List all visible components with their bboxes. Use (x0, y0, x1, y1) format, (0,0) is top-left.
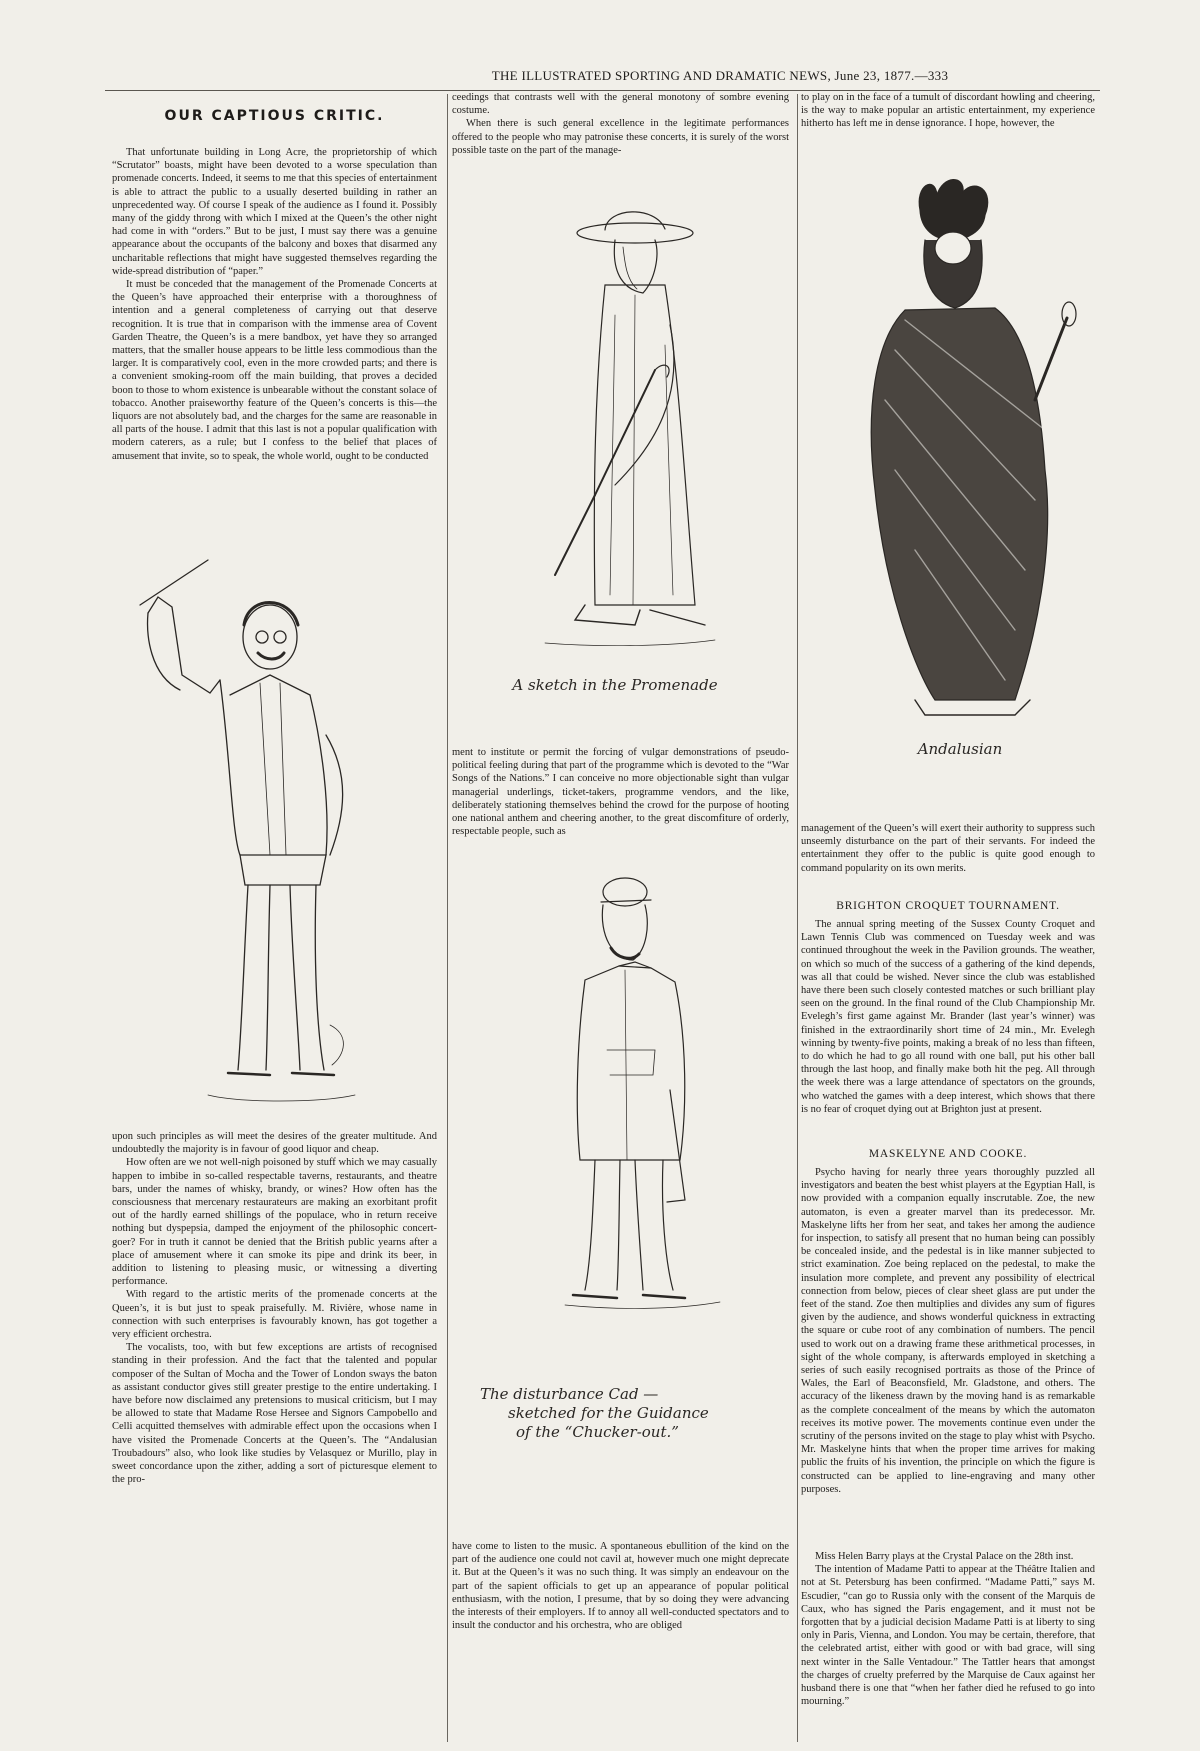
paragraph: upon such principles as will meet the desires of the greater multitude. And undoubtedly the majority is in favour of good liquor and cheap. (112, 1131, 437, 1156)
conductor-illustration (120, 555, 440, 1125)
critic-col2-mid (452, 746, 789, 838)
paragraph: have come to listen to the music. A spontaneous ebullition of the kind on the part of the audience one could not cavil at, however much one might deprecate it. But at the Queen’s it was no such thing. It was simply an endeavour on the part of the sapient officials to get up an appearance of popular political enthusiasm, with the notion, I presume, that by so doing they were advancing the interests of their employers. If to annoy all well-conducted spectators and to insult the conductor and his orchestra, who are obliged (452, 1541, 789, 1632)
paragraph: Psycho having for nearly three years thoroughly puzzled all investigators and beaten the best whist players at the Egyptian Hall, is now provided with a companion equally inscrutable. Zoe, the new automaton, is even a greater marvel than its predecessor. Mr. Maskelyne lifts her from her seat, and takes her among the audience for inspection, to satisfy all present that no human being can possibly be concealed inside, and the pedestal is in like manner subjected to strict examination. Zoe being replaced on the pedestal, to make the insulation more complete, and prevent any possibility of electrical connection from below, pieces of clear sheet glass are put under the feet of the stand. Zoe then multiplies and divides any sum of figures given by the audience, and shows wonderful quickness in extracting the square or cube root of any combination of numbers. The pencil used to work out on a drawing frame these arithmetical processes, in sight of the whole company, is afterwards employed in sketching a series of such easily recognised portraits as those of the Prince of Wales, the Earl of Beaconsfield, Mr. Gladstone, and others. The accuracy of the likeness drawn by the moving hand is as remarkable as the complete concealment of the means by which the automaton receives its motive power. The movements continue even under the scrutiny of the persons invited on the stage to play whist with Psycho. Mr. Maskelyne hints that when the proper time arrives for making public the fruits of his invention, the principle on which the figure is constructed can be applied to line-engraving and many other purposes. (801, 1167, 1095, 1495)
paragraph: ceedings that contrasts well with the general monotony of sombre evening costume. (452, 92, 789, 117)
article-title-critic: OUR CAPTIOUS CRITIC. (164, 108, 385, 124)
masthead: THE ILLUSTRATED SPORTING AND DRAMATIC NEWS, June 23, 1877.—333 (491, 68, 949, 83)
critic-col3-mid (801, 822, 1095, 888)
critic-col1-top (112, 146, 437, 550)
andalusian-illustration (855, 170, 1085, 730)
paragraph: How often are we not well-nigh poisoned by stuff which we may casually happen to imbibe in so-called respectable taverns, restaurants, and theatre bars, under the names of whisky, brandy, or wines? How often has the consciousness that mercenary restaurateurs are making an exorbitant profit out of the hardly earned shillings of the populace, who in return receive nothing but dyspepsia, damped the enjoyment of the philosophic concert-goer? For in truth it cannot be denied that the British public yearns after a place of amusement where it can smoke its pipe and drink its beer, in addition to listening to pleasing music, or witnessing a diverting performance. (112, 1157, 437, 1288)
maskelyne-article (801, 1166, 1095, 1544)
caption-andalusian: Andalusian (917, 740, 1003, 758)
caption-promenade: A sketch in the Promenade (512, 676, 718, 694)
caption-disturbance-cad (480, 1385, 790, 1442)
paragraph: to play on in the face of a tumult of discordant howling and cheering, is the way to make popular an artistic entertainment, my experience hitherto has left me in dense ignorance. I hope, however, the (801, 92, 1095, 130)
caption-cad-line: of the “Chucker-out.” (516, 1423, 679, 1441)
paragraph: ment to institute or permit the forcing of vulgar demonstrations of pseudo-political feeling during that part of the programme which is devoted to the “War Songs of the Nations.” I can conceive no more objectionable sight than vulgar managerial underlings, ticket-takers, programme vendors, and the like, deliberately stationing themselves behind the crowd for the purpose of hooting one national anthem and cheering another, to the great discomfiture of orderly, respectable people, such as (452, 747, 789, 838)
critic-col3-top (801, 91, 1095, 145)
paragraph: Miss Helen Barry plays at the Crystal Palace on the 28th inst. (815, 1551, 1074, 1562)
column-rule-right (797, 94, 798, 1742)
caption-cad-line: sketched for the Guidance (508, 1404, 709, 1422)
column-rule-left (447, 94, 448, 1742)
critic-col1-bottom (112, 1130, 437, 1742)
paragraph: The vocalists, too, with but few exceptions are artists of recognised standing in their profession. And the fact that the talented and popular composer of the Sultan of Mocha and the Tower of London sways the baton as assistant conductor gives still greater prestige to the entire undertaking. I have before now disclaimed any pretensions to musical criticism, but I may be allowed to state that Madame Rose Hersee and Signors Campobello and Celli acquitted themselves with admirable effect upon the occasions when I have visited the Promenade Concerts at the Queen’s. The “Andalusian Troubadours” also, who look like studies by Velasquez or Murillo, play in sweet concordance upon the zither, adding a sort of picturesque element to the pro- (112, 1342, 437, 1486)
paragraph: That unfortunate building in Long Acre, the proprietorship of which “Scrutator” boasts, might have been devoted to a worse speculation than promenade concerts. Indeed, it seems to me that this species of entertainment is able to attract the public to a usually deserted building in rather an unprecedented way. Of course I speak of the audience as I found it. Possibly many of the giddy throng with which I mixed at the Queen’s the other night had come in with “orders.” But to be just, I must say there was a genuine appearance about the occupants of the balcony and boxes that disarmed any uncharitable reflections that might have suggested themselves regarding the wide-spread distribution of “paper.” (112, 147, 437, 277)
caption-cad-line: The disturbance Cad — (480, 1385, 659, 1403)
croquet-article (801, 918, 1095, 1144)
critic-col2-top (452, 91, 789, 171)
article-title-croquet: BRIGHTON CROQUET TOURNAMENT. (836, 900, 1060, 912)
baton (140, 560, 208, 605)
paragraph: When there is such general excellence in the legitimate performances offered to the people who may patronise these concerts, it is surely of the worst possible taste on the part of the manage- (452, 118, 789, 156)
paragraph: It must be conceded that the management of the Promenade Concerts at the Queen’s have approached their enterprise with a thoroughness of intention and a general completeness of carrying out that deserve recognition. It is true that in comparison with the immense area of Covent Garden Theatre, the Queen’s is a mere bandbox, yet have they so arranged matters, that the smaller house appears to be little less commodious than the larger. It is comparatively cool, even in the more crowded parts; and there is a convenient smoking-room off the main building, that proves a decided boon to those to whom existence is unbearable without the constant solace of tobacco. Another praiseworthy feature of the Queen’s concerts is this—the liquors are not absolutely bad, and the charges for the same are reasonable in all parts of the house. I admit that this last is not a popular qualification with modern caterers, as a rule; but I confess to the belief that places of amusement that invite, so to speak, the whole world, ought to be conducted (112, 279, 437, 462)
paragraph: With regard to the artistic merits of the promenade concerts at the Queen’s, it is but just to speak praisefully. M. Rivière, whose name in connection with such enterprises is favourably known, has got together a very efficient orchestra. (112, 1289, 437, 1341)
disturbance-cad-illustration (555, 870, 725, 1310)
paragraph: management of the Queen’s will exert their authority to suppress such unseemly disturbance on the part of their servants. For indeed the entertainment they offer to the public is quite good enough to command popularity on its own merits. (801, 823, 1095, 874)
promenade-illustration (515, 185, 725, 665)
critic-col2-bottom (452, 1540, 789, 1742)
paragraph: The annual spring meeting of the Sussex County Croquet and Lawn Tennis Club was commenced on Tuesday week and was continued throughout the week in the Pavilion grounds. The weather, on which so much of the success of a gathering of the kind depends, was all that could be wished. Never since the club was established have there been such closely contested matches or such brilliant play seen on the ground. In the final round of the Club Championship Mr. Evelegh’s first game against Mr. Brander (last year’s winner) was finished in the extraordinarily short time of 24 min., Mr. Evelegh winning by twenty-five points, making a break of no less than fifteen, to do which he had to go all round with one ball, put his other ball through the last hoop, and finally make both hit the peg. All through the week there was a large attendance of spectators on the grounds, who watched the games with a deep interest, which shows that there is no fear of croquet dying out at Brighton just at present. (801, 919, 1095, 1115)
paragraph: The intention of Madame Patti to appear at the Théâtre Italien and not at St. Petersburg has been confirmed. “Madame Patti,” says M. Escudier, “can go to Russia only with the consent of the Marquis de Caux, who has signed the Paris engagement, and it must not be forgotten that by a judicial decision Madame Patti is at liberty to sing only in Paris, Vienna, and London. You may be certain, therefore, that the celebrated artist, either with good or with bad grace, will sing next winter in the Salle Ventadour.” The Tattler hears that amongst the charges of cruelty preferred by the Marquise de Caux against her husband there is one that “when her father died he refused to go into mourning.” (801, 1564, 1095, 1708)
article-title-maskelyne: MASKELYNE AND COOKE. (868, 1148, 1028, 1160)
notes (801, 1550, 1095, 1742)
